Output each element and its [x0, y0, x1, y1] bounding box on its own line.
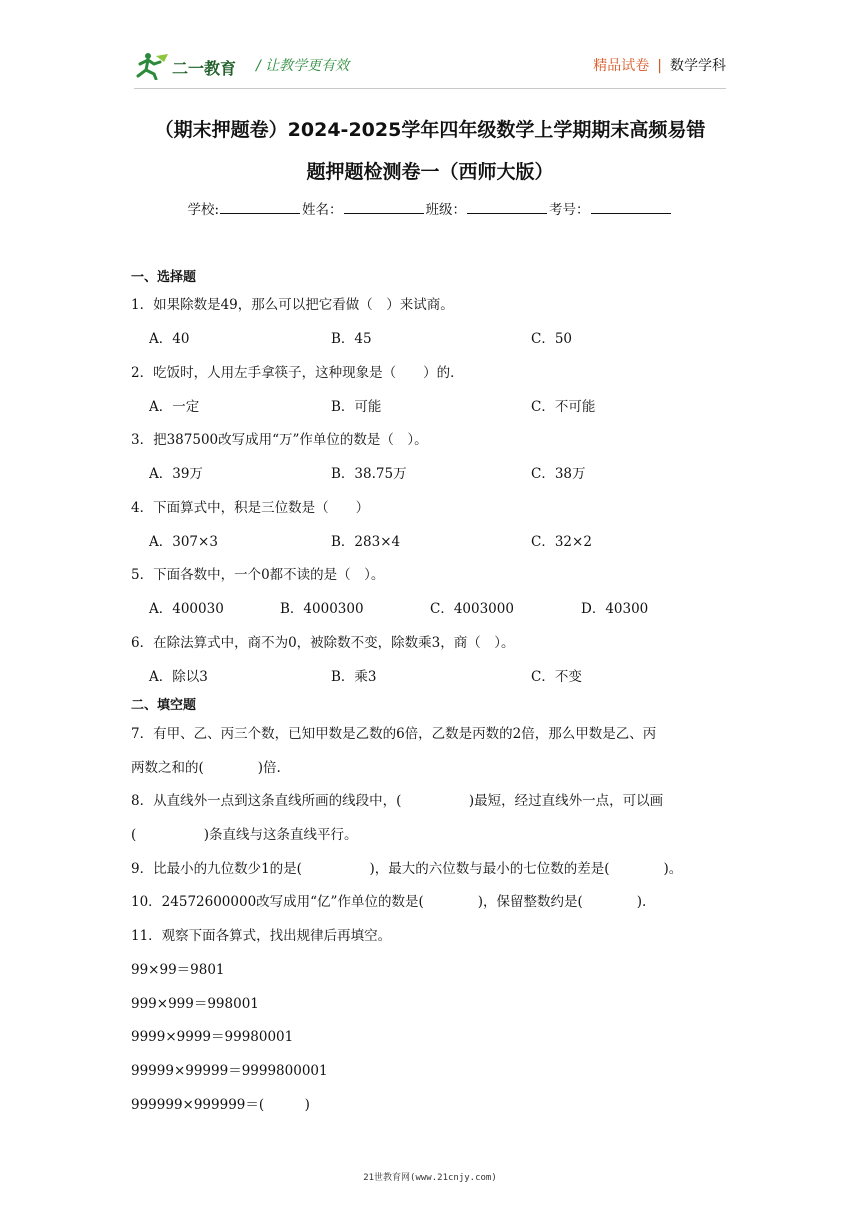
question-10: 10．24572600000改写成用“亿”作单位的数是( )，保留整数约是( ). — [131, 894, 647, 910]
runner-icon — [138, 53, 168, 79]
question-3: 3．把387500改写成用“万”作单位的数是（ ）。 — [131, 432, 428, 448]
q5-option-a: A．400030 — [149, 601, 224, 617]
pattern-line: 9999×9999＝99980001 — [131, 1029, 294, 1045]
school-label: 学校: — [187, 202, 220, 218]
name-blank — [344, 199, 424, 214]
question-5: 5．下面各数中，一个0都不读的是（ ）。 — [131, 567, 385, 583]
q1-option-b: B．45 — [331, 331, 372, 347]
name-label: 姓名： — [302, 202, 343, 218]
page-title-line2: 题押题检测卷一（西师大版） — [306, 161, 554, 183]
tag-premium: 精品试卷 — [593, 58, 650, 74]
pattern-line: 99×99＝9801 — [131, 962, 225, 978]
logo — [134, 50, 246, 80]
q5-option-d: D．40300 — [581, 601, 649, 617]
school-blank — [220, 199, 300, 214]
question-1: 1．如果除数是49，那么可以把它看做（ ）来试商。 — [131, 297, 454, 313]
q1-option-c: C．50 — [531, 331, 573, 347]
logo-text: 二一教育 — [172, 59, 237, 78]
section-fill-heading: 二、填空题 — [131, 698, 197, 713]
question-8-line2: ( )条直线与这条直线平行。 — [131, 827, 358, 843]
q6-option-a: A．除以3 — [149, 669, 208, 685]
pattern-line: 999×999＝998001 — [131, 996, 259, 1012]
q5-option-b: B．4000300 — [280, 601, 364, 617]
slogan: / 让教学更有效 — [256, 58, 350, 74]
student-info-row — [0, 198, 860, 218]
question-9: 9．比最小的九位数少1的是( )，最大的六位数与最小的七位数的差是( )。 — [131, 861, 683, 877]
q5-option-c: C．4003000 — [430, 601, 514, 617]
pattern-line: 99999×99999＝9999800001 — [131, 1063, 328, 1079]
header-rule — [134, 88, 726, 89]
tag-separator: | — [657, 58, 662, 74]
page-footer: 21世教育网(www.21cnjy.com) — [363, 1173, 497, 1183]
q3-option-a: A．39万 — [149, 466, 203, 482]
question-2: 2．吃饭时，人用左手拿筷子，这种现象是（ ）的． — [131, 365, 464, 381]
exam-no-blank — [591, 199, 671, 214]
q4-option-a: A．307×3 — [149, 534, 218, 550]
q2-option-c: C．不可能 — [531, 399, 596, 415]
q2-option-a: A．一定 — [149, 399, 200, 415]
tag-subject: 数学学科 — [670, 58, 726, 74]
question-7-line2: 两数之和的( )倍. — [131, 760, 281, 776]
class-blank — [467, 199, 547, 214]
question-11: 11．观察下面各算式，找出规律后再填空。 — [131, 928, 392, 944]
exam-no-label: 考号： — [549, 202, 590, 218]
pattern-line: 999999×999999＝( ) — [131, 1097, 310, 1113]
q2-option-b: B．可能 — [331, 399, 382, 415]
q6-option-c: C．不变 — [531, 669, 582, 685]
q4-option-b: B．283×4 — [331, 534, 401, 550]
page-header — [0, 0, 860, 90]
q3-option-b: B．38.75万 — [331, 466, 407, 482]
question-6: 6．在除法算式中，商不为0，被除数不变，除数乘3，商（ ）。 — [131, 635, 515, 651]
q4-option-c: C．32×2 — [531, 534, 592, 550]
section-choice-heading: 一、选择题 — [131, 270, 197, 285]
q3-option-c: C．38万 — [531, 466, 586, 482]
class-label: 班级： — [425, 202, 467, 218]
question-7-line1: 7．有甲、乙、丙三个数，已知甲数是乙数的6倍，乙数是丙数的2倍，那么甲数是乙、丙 — [131, 726, 657, 742]
header-tags — [593, 55, 726, 75]
question-8-line1: 8．从直线外一点到这条直线所画的线段中，( )最短，经过直线外一点，可以画 — [131, 793, 664, 809]
q6-option-b: B．乘3 — [331, 669, 377, 685]
q1-option-a: A．40 — [149, 331, 190, 347]
page-title-line1: （期末押题卷）2024-2025学年四年级数学上学期期末高频易错 — [154, 119, 706, 141]
question-4: 4．下面算式中，积是三位数是（ ） — [131, 500, 370, 516]
